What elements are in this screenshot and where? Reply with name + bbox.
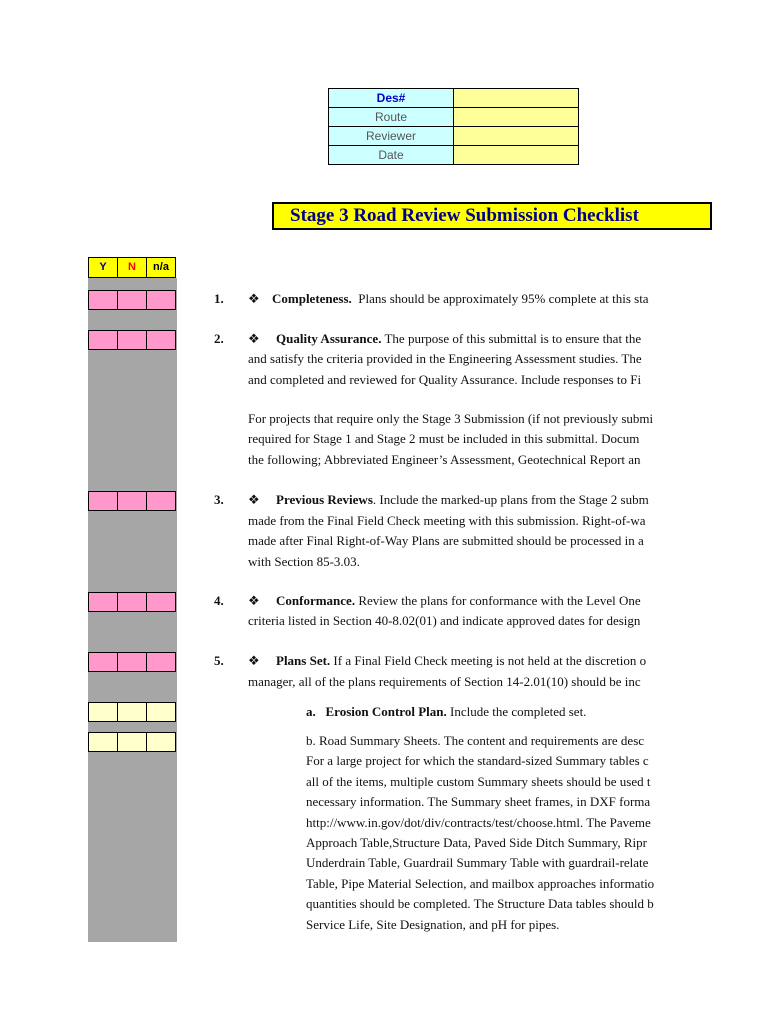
item-3-text: [276, 492, 649, 508]
item-5b-line: necessary information. The Summary sheet frames, in DXF forma: [306, 794, 651, 809]
diamond-bullet-icon: ❖: [248, 492, 260, 507]
date-label: Date: [329, 146, 454, 165]
item-5-line: manager, all of the plans requirements of Section 14-2.01(10) should be inc: [248, 674, 641, 689]
date-field[interactable]: [454, 146, 579, 165]
item-1-yes-box[interactable]: [88, 290, 118, 310]
item-5b-yes-box[interactable]: [88, 732, 118, 752]
diamond-bullet-icon: ❖: [248, 593, 260, 608]
item-2-yes-box[interactable]: [88, 330, 118, 350]
item-5a-label: a.: [306, 704, 316, 719]
item-5-line: If a Final Field Check meeting is not held at the discretion o: [330, 653, 647, 668]
item-5a-heading: Erosion Control Plan.: [325, 704, 447, 719]
item-3-line: made after Final Right-of-Way Plans are submitted should be processed in a: [248, 533, 644, 548]
item-5a-no-box[interactable]: [117, 702, 147, 722]
route-label: Route: [329, 108, 454, 127]
item-4-na-box[interactable]: [146, 592, 176, 612]
item-2-line: required for Stage 1 and Stage 2 must be included in this submittal. Docum: [248, 431, 640, 446]
yes-header: Y: [88, 257, 118, 278]
item-3-line: made from the Final Field Check meeting with this submission. Right-of-wa: [248, 513, 646, 528]
item-2-line: the following; Abbreviated Engineer’s Assessment, Geotechnical Report an: [248, 452, 641, 467]
item-1-na-box[interactable]: [146, 290, 176, 310]
item-5b-checkboxes: [88, 732, 176, 752]
item-5a-text: [306, 704, 586, 720]
na-header: n/a: [146, 257, 176, 278]
item-5b-line: For a large project for which the standard-sized Summary tables c: [306, 753, 649, 768]
item-1-text: [272, 291, 649, 307]
diamond-bullet-icon: ❖: [248, 331, 260, 346]
item-4-line: Review the plans for conformance with the Level One: [355, 593, 641, 608]
item-5-heading: Plans Set.: [276, 653, 331, 668]
item-5b-line: Service Life, Site Designation, and pH for pipes.: [306, 917, 560, 932]
item-3-line: . Include the marked-up plans from the Stage 2 subm: [372, 492, 649, 507]
item-5b-line: all of the items, multiple custom Summary sheets should be used t: [306, 774, 651, 789]
item-1-no-box[interactable]: [117, 290, 147, 310]
diamond-bullet-icon: ❖: [248, 653, 260, 668]
item-2-line: and satisfy the criteria provided in the Engineering Assessment studies. The: [248, 351, 642, 366]
item-5-text: [276, 653, 646, 669]
item-3-yes-box[interactable]: [88, 491, 118, 511]
item-4-heading: Conformance.: [276, 593, 356, 608]
item-5b-line: Underdrain Table, Guardrail Summary Table with guardrail-relate: [306, 855, 649, 870]
item-2-text: [276, 331, 641, 347]
item-5a-line: Include the completed set.: [446, 704, 587, 719]
item-5b-no-box[interactable]: [117, 732, 147, 752]
item-5b-line: http://www.in.gov/dot/div/contracts/test/choose.html. The Paveme: [306, 815, 651, 830]
item-4-no-box[interactable]: [117, 592, 147, 612]
yes-no-na-header: [88, 257, 176, 278]
item-5-checkboxes: [88, 652, 176, 672]
item-3-line: with Section 85-3.03.: [248, 554, 360, 569]
item-4-line: criteria listed in Section 40-8.02(01) and indicate approved dates for design: [248, 613, 641, 628]
item-5b-line: Approach Table,Structure Data, Paved Side Ditch Summary, Ripr: [306, 835, 647, 850]
diamond-bullet-icon: ❖: [248, 291, 260, 306]
item-1-checkboxes: [88, 290, 176, 310]
item-5b-line: b. Road Summary Sheets. The content and requirements are desc: [306, 733, 645, 748]
reviewer-field[interactable]: [454, 127, 579, 146]
project-info-table: [328, 88, 579, 165]
item-5-no-box[interactable]: [117, 652, 147, 672]
item-3-no-box[interactable]: [117, 491, 147, 511]
item-2-no-box[interactable]: [117, 330, 147, 350]
item-2-checkboxes: [88, 330, 176, 350]
item-2-number: 2.: [214, 331, 224, 346]
item-5a-checkboxes: [88, 702, 176, 722]
item-3-number: 3.: [214, 492, 224, 507]
item-5-na-box[interactable]: [146, 652, 176, 672]
item-5a-yes-box[interactable]: [88, 702, 118, 722]
item-5b-line: quantities should be completed. The Structure Data tables should b: [306, 896, 654, 911]
item-3-heading: Previous Reviews: [276, 492, 373, 507]
item-2-line: The purpose of this submittal is to ensure that the: [381, 331, 642, 346]
item-4-checkboxes: [88, 592, 176, 612]
des-number-label: Des#: [329, 89, 454, 108]
item-2-line: For projects that require only the Stage 3 Submission (if not previously submi: [248, 411, 654, 426]
item-3-checkboxes: [88, 491, 176, 511]
item-5-number: 5.: [214, 653, 224, 668]
item-2-heading: Quality Assurance.: [276, 331, 382, 346]
reviewer-label: Reviewer: [329, 127, 454, 146]
item-5b-line: Table, Pipe Material Selection, and mailbox approaches informatio: [306, 876, 655, 891]
item-2-na-box[interactable]: [146, 330, 176, 350]
des-number-field[interactable]: [454, 89, 579, 108]
item-3-na-box[interactable]: [146, 491, 176, 511]
item-4-text: [276, 593, 641, 609]
item-4-number: 4.: [214, 593, 224, 608]
route-field[interactable]: [454, 108, 579, 127]
item-2-line: and completed and reviewed for Quality Assurance. Include responses to Fi: [248, 372, 642, 387]
item-5b-na-box[interactable]: [146, 732, 176, 752]
no-header: N: [117, 257, 147, 278]
item-5-yes-box[interactable]: [88, 652, 118, 672]
checklist-title: Stage 3 Road Review Submission Checklist: [272, 202, 712, 230]
item-1-number: 1.: [214, 291, 224, 306]
item-1-line: Plans should be approximately 95% complete at this sta: [358, 291, 649, 306]
item-1-heading: Completeness.: [272, 291, 352, 306]
item-4-yes-box[interactable]: [88, 592, 118, 612]
item-5a-na-box[interactable]: [146, 702, 176, 722]
